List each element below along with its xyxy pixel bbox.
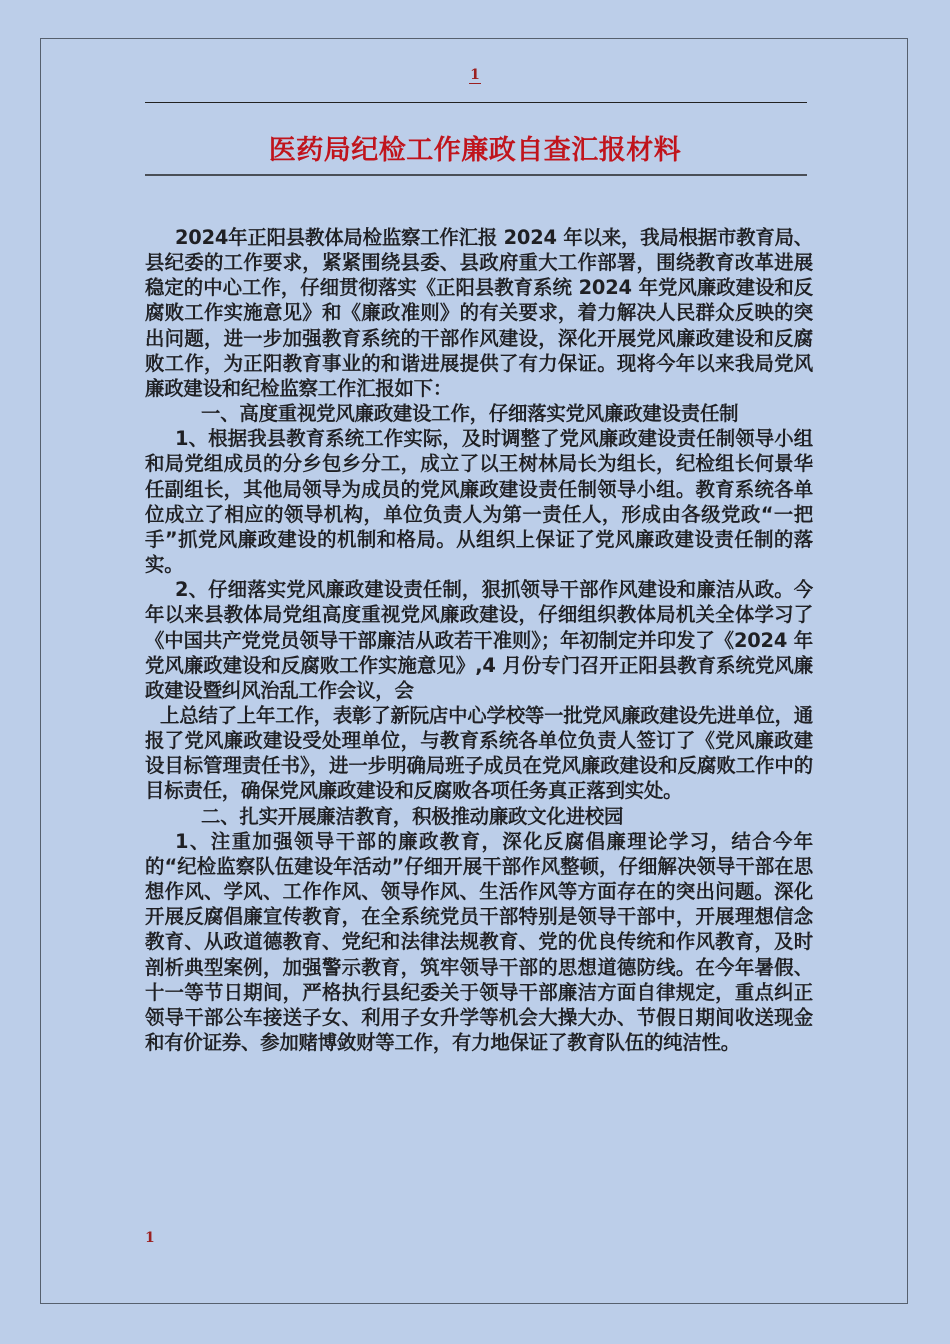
footer-page-number: 1 bbox=[145, 1230, 155, 1246]
document-body bbox=[145, 225, 813, 1055]
section-heading-2: 二、扎实开展廉洁教育，积极推动廉政文化进校园 bbox=[201, 804, 624, 828]
paragraph-intro: 2024年正阳县教体局检监察工作汇报 2024 年以来，我局根据市教育局、县纪委的工作要求，紧紧围绕县委、县政府重大工作部署，围绕教育改革进展稳定的中心工作，仔细贯彻落实《正阳县教育系统 2024 年党风廉政建设和反腐败工作实施意见》和《廉政准则》的有关要求，着力解决人民群众反映的突出问题，进一步加强教育系统的干部作风建设，深化开展党风廉政建设和反腐败工作，为正阳教育事业的和谐进展提供了有力保证。现将今年以来我局党风廉政建设和纪检监察工作汇报如下： bbox=[145, 226, 813, 400]
section-heading-1: 一、高度重视党风廉政建设工作，仔细落实党风廉政建设责任制 bbox=[201, 402, 739, 426]
paragraph-1-2: 2、仔细落实党风廉政建设责任制，狠抓领导干部作风建设和廉洁从政。今年以来县教体局党组高度重视党风廉政建设，仔细组织教体局机关全体学习了《中国共产党党员领导干部廉洁从政若干准则》；年初制定并印发了《2024 年党风廉政建设和反腐败工作实施意见》,4 月份专门召开正阳县教育系统党风廉政建设暨纠风治乱工作会议，会 bbox=[145, 578, 813, 702]
header-page-number-text: 1 bbox=[470, 67, 480, 83]
header-page-number bbox=[0, 66, 950, 84]
paragraph-1-1: 1、根据我县教育系统工作实际，及时调整了党风廉政建设责任制领导小组和局党组成员的分乡包乡分工，成立了以王树林局长为组长，纪检组长何景华任副组长，其他局领导为成员的党风廉政建设责任制领导小组。教育系统各单位成立了相应的领导机构，单位负责人为第一责任人，形成由各级党政“一把手”抓党风廉政建设的机制和格局。从组织上保证了党风廉政建设责任制的落实。 bbox=[145, 427, 813, 577]
document-title: 医药局纪检工作廉政自查汇报材料 bbox=[268, 135, 682, 166]
title-divider bbox=[145, 174, 807, 176]
paragraph-1-2-continued: 上总结了上年工作，表彰了新阮店中心学校等一批党风廉政建设先进单位，通报了党风廉政建设受处理单位，与教育系统各单位负责人签订了《党风廉政建设目标管理责任书》，进一步明确局班子成员在党风廉政建设和反腐败工作中的目标责任，确保党风廉政建设和反腐败各项任务真正落到实处。 bbox=[145, 703, 813, 803]
header-divider bbox=[145, 102, 807, 103]
paragraph-2-1: 1、注重加强领导干部的廉政教育，深化反腐倡廉理论学习，结合今年的“纪检监察队伍建设年活动”仔细开展干部作风整顿，仔细解决领导干部在思想作风、学风、工作作风、领导作风、生活作风等方面存在的突出问题。深化开展反腐倡廉宣传教育，在全系统党员干部特别是领导干部中，开展理想信念教育、从政道德教育、党纪和法律法规教育、党的优良传统和作风教育，及时剖析典型案例，加强警示教育，筑牢领导干部的思想道德防线。在今年暑假、十一等节日期间，严格执行县纪委关于领导干部廉洁方面自律规定，重点纠正领导干部公车接送子女、利用子女升学等机会大操大办、节假日期间收送现金和有价证券、参加赌博敛财等工作，有力地保证了教育队伍的纯洁性。 bbox=[145, 829, 813, 1054]
